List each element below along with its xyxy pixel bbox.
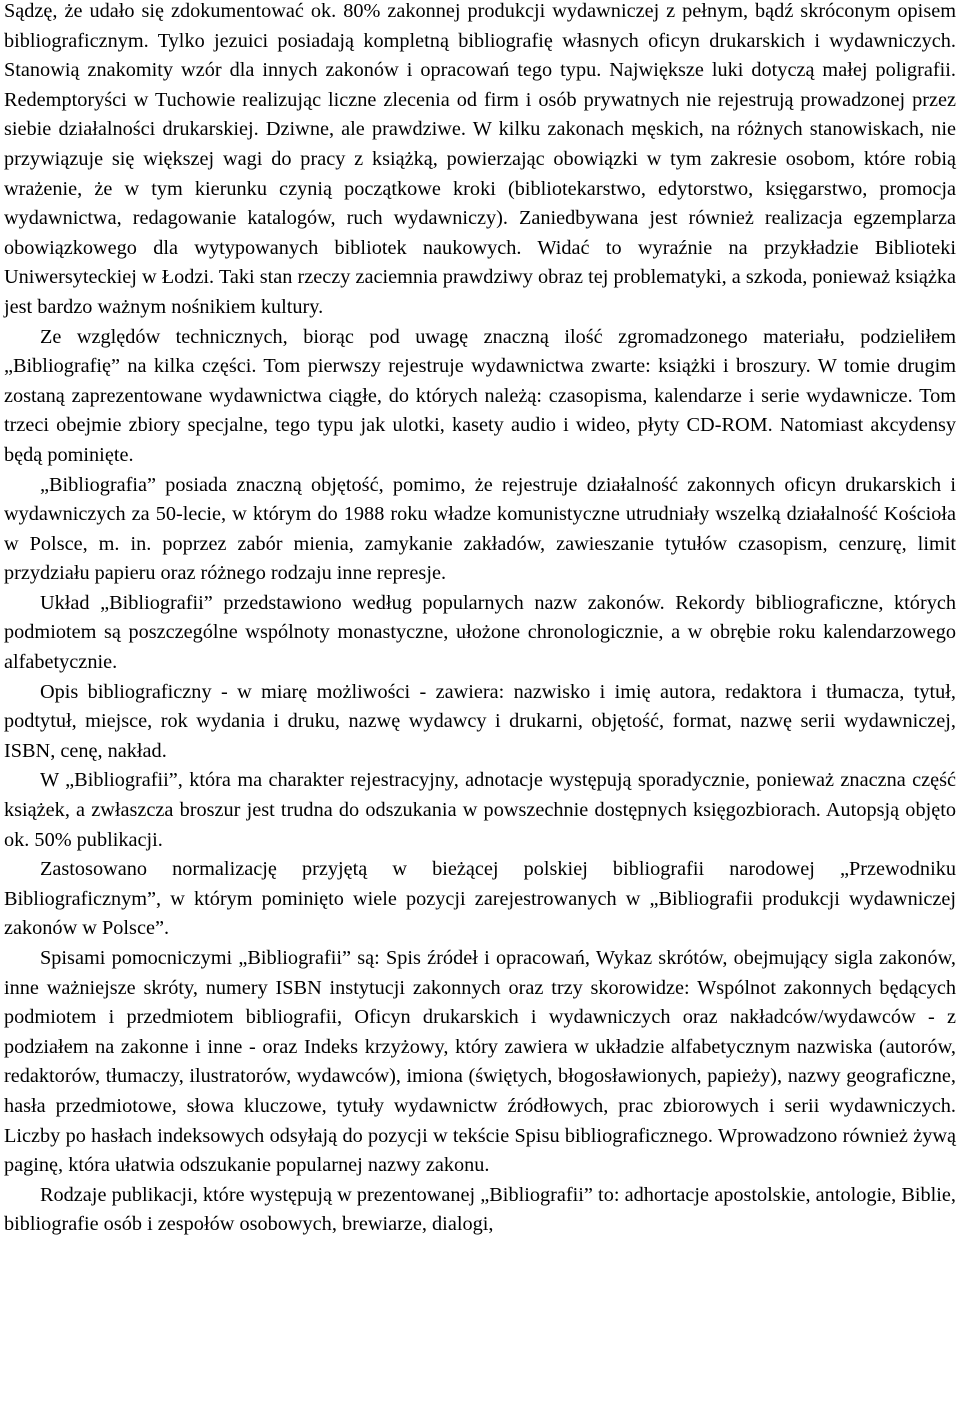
paragraph-4: Układ „Bibliografii” przedstawiono według popularnych nazw zakonów. Rekordy bibliograficzne, których podmiotem są poszczególne wspólnoty monastyczne, ułożone chronologicznie, a w obrębie roku kalendarzowego alfabetycznie. — [4, 591, 956, 674]
paragraph-7: Zastosowano normalizację przyjętą w bieżącej polskiej bibliografii narodowej „Przewodniku Bibliograficznym”, w którym pominięto wiele pozycji zarejestrowanych w „Bibliografii produkcji wydawniczej zakonów w Polsce”. — [4, 858, 956, 940]
paragraph-8: Spisami pomocniczymi „Bibliografii” są: Spis źródeł i opracowań, Wykaz skrótów, obejmujący sigla zakonów, inne ważniejsze skróty, numery ISBN instytucji zakonnych oraz trzy skorowidze: Wspólnot zakonnych będących podmiotem i przedmiotem bibliografii, Oficyn drukarskich i wydawniczych oraz nakładców/wydawców - z podziałem na zakonne i inne - oraz Indeks krzyżowy, który zawiera w układzie alfabetycznym nazwiska (autorów, redaktorów, tłumaczy, ilustratorów, wydawców), imiona (świętych, błogosławionych, papieży), nazwy geograficzne, hasła przedmiotowe, słowa kluczowe, tytuły wydawnictw źródłowych, prac zbiorowych i serii wydawniczych. Liczby po hasłach indeksowych odsyłają do pozycji w tekście Spisu bibliograficznego. Wprowadzono również żywą paginę, która ułatwia odszukanie popularnej nazwy zakonu. — [4, 947, 956, 1177]
paragraph-5: Opis bibliograficzny - w miarę możliwości - zawiera: nazwisko i imię autora, redaktora i tłumacza, tytuł, podtytuł, miejsce, rok wydania i druku, nazwę wydawcy i drukarni, objętość, format, nazwę serii wydawniczej, ISBN, cenę, nakład. — [4, 680, 956, 762]
paragraph-9: Rodzaje publikacji, które występują w prezentowanej „Bibliografii” to: adhortacje apostolskie, antologie, Biblie, bibliografie osób i zespołów osobowych, brewiarze, dialogi, — [4, 1183, 956, 1236]
paragraph-2: Ze względów technicznych, biorąc pod uwagę znaczną ilość zgromadzonego materiału, podzieliłem „Bibliografię” na kilka części. Tom pierwszy rejestruje wydawnictwa zwarte: książki i broszury. W tomie drugim zostaną zaprezentowane wydawnictwa ciągłe, do których należą: czasopisma, kalendarze i serie wydawnicze. Tom trzeci obejmie zbiory specjalne, tego typu jak ulotki, kasety audio i wideo, płyty CD-ROM. Natomiast akcydensy będą pominięte. — [4, 325, 956, 466]
paragraph-6: W „Bibliografii”, która ma charakter rejestracyjny, adnotacje występują sporadycznie, ponieważ znaczna część książek, a zwłaszcza broszur jest trudna do odszukania w powszechnie dostępnych księgozbiorach. Autopsją objęto ok. 50% publikacji. — [4, 769, 956, 851]
paragraph-1: Sądzę, że udało się zdokumentować ok. 80% zakonnej produkcji wydawniczej z pełnym, bądź skróconym opisem bibliograficznym. Tylko jezuici posiadają kompletną bibliografię własnych oficyn drukarskich i wydawniczych. Stanowią znakomity wzór dla innych zakonów i opracowań tego typu. Największe luki dotyczą małej poligrafii. Redemptoryści w Tuchowie realizując liczne zlecenia od firm i osób prywatnych nie rejestrują prowadzonej przez siebie działalności drukarskiej. Dziwne, ale prawdziwe. W kilku zakonach męskich, na różnych stanowiskach, nie przywiązuje się większej wagi do pracy z książką, powierzając obowiązki w tym zakresie osobom, które robią wrażenie, że w tym kierunku czynią początkowe kroki (bibliotekarstwo, edytorstwo, księgarstwo, promocja wydawnictwa, redagowanie katalogów, ruch wydawniczy). Zaniedbywana jest również realizacja egzemplarza obowiązkowego dla wytypowanych bibliotek naukowych. Widać to wyraźnie na przykładzie Biblioteki Uniwersyteckiej w Łodzi. Taki stan rzeczy zaciemnia prawdziwy obraz tej problematyki, a szkoda, ponieważ książka jest bardzo ważnym nośnikiem kultury. — [4, 0, 956, 318]
paragraph-3: „Bibliografia” posiada znaczną objętość, pomimo, że rejestruje działalność zakonnych oficyn drukarskich i wydawniczych za 50-lecie, w którym do 1988 roku władze komunistyczne utrudniały wszelką działalność Kościoła w Polsce, m. in. poprzez zabór mienia, zamykanie zakładów, zawieszanie tytułów czasopism, cenzurę, limit przydziału papieru oraz różnego rodzaju inne represje. — [4, 473, 956, 585]
